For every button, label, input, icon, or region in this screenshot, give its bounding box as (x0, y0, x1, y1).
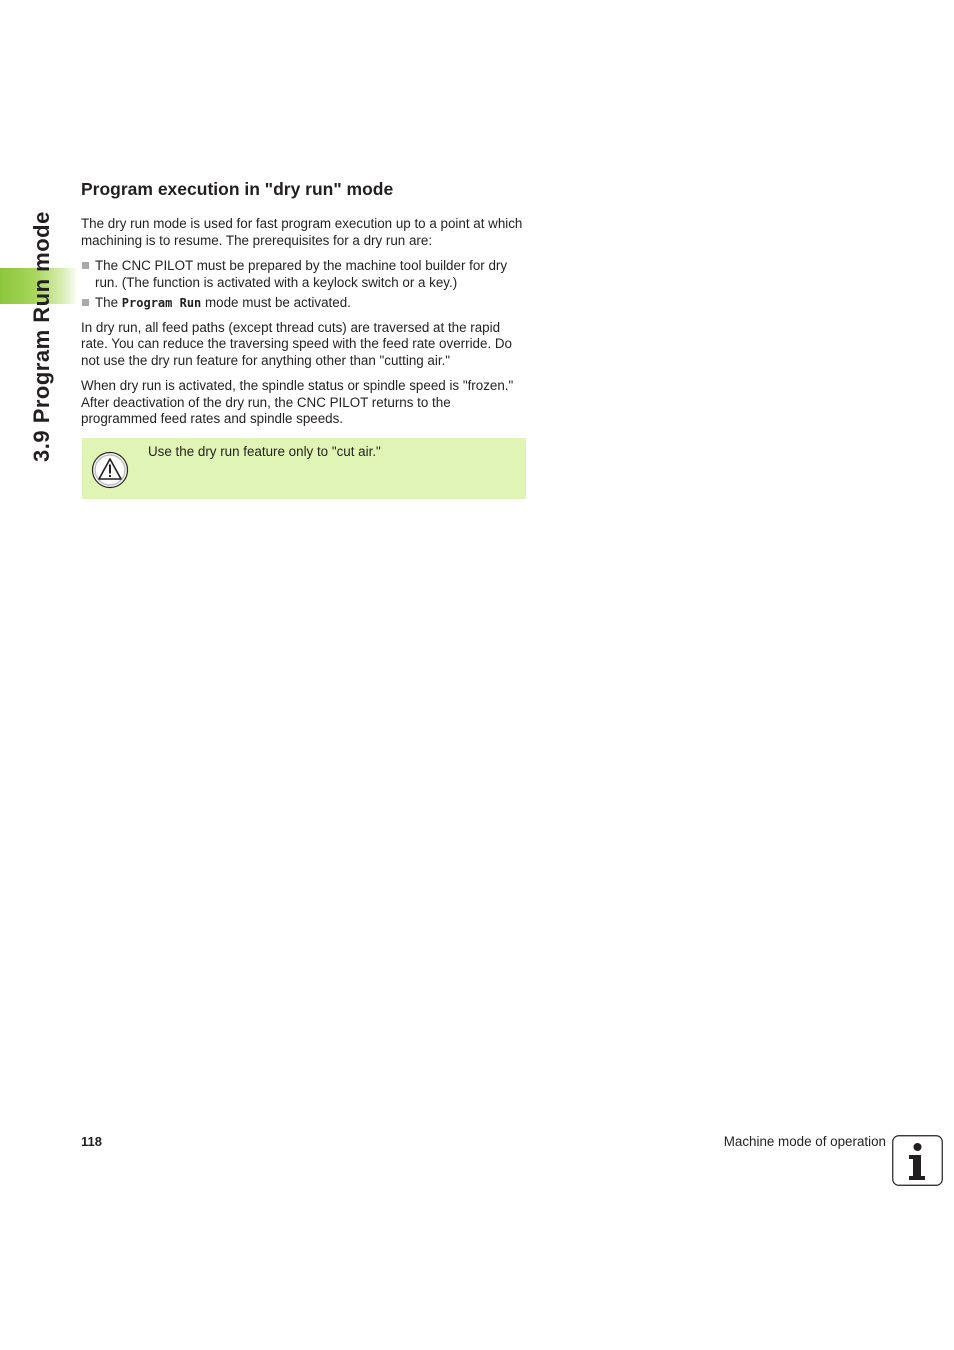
chapter-side-title: 3.9 Program Run mode (29, 211, 54, 462)
section-heading: Program execution in "dry run" mode (81, 179, 394, 199)
list-item (81, 295, 526, 312)
bullet-square-icon (82, 262, 89, 269)
prerequisite-list (81, 258, 526, 312)
page-number: 118 (81, 1134, 102, 1149)
info-icon (892, 1135, 943, 1186)
warning-text: Use the dry run feature only to "cut air." (148, 444, 381, 459)
bullet-prefix: The (95, 295, 122, 310)
mode-name-code: Program Run (121, 296, 202, 310)
main-content (81, 178, 526, 437)
bullet-suffix: mode must be activated. (201, 295, 351, 310)
bullet-square-icon (82, 299, 89, 306)
warning-box (82, 438, 526, 499)
bullet-text: The CNC PILOT must be prepared by the machine tool builder for dry run. (The function is activated with a keylock switch or a key.) (95, 258, 508, 290)
feed-paragraph: In dry run, all feed paths (except thread cuts) are traversed at the rapid rate. You can reduce the traversing speed with the feed rate override. Do not use the dry run feature for anything other than "cutting air." (81, 319, 512, 368)
warning-triangle-icon (91, 451, 129, 489)
list-item (81, 258, 526, 291)
spindle-paragraph: When dry run is activated, the spindle status or spindle speed is "frozen." After deactivation of the dry run, the CNC PILOT returns to the programmed feed rates and spindle speeds. (81, 378, 514, 426)
intro-paragraph: The dry run mode is used for fast program execution up to a point at which machining is to resume. The prerequisites for a dry run are: (81, 216, 523, 248)
footer-chapter-title: Machine mode of operation (723, 1134, 886, 1149)
